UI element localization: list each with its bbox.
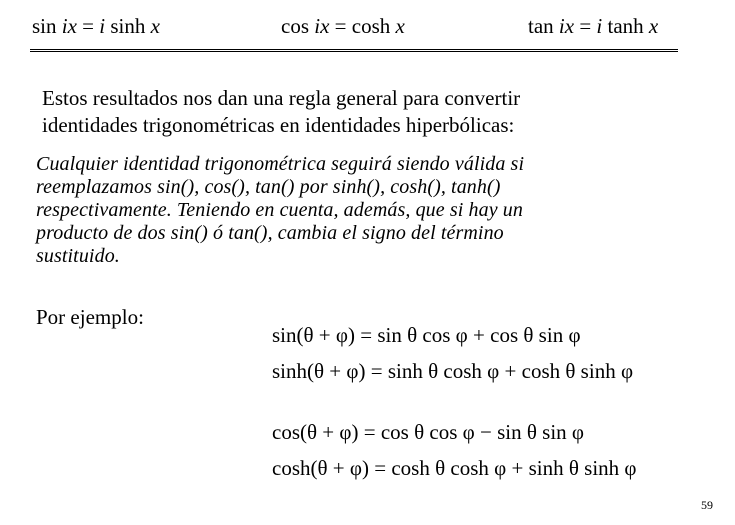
identity-tan (528, 14, 658, 38)
identity-tan-equals: = (574, 14, 597, 38)
identity-tan-lhs-var: ix (558, 14, 575, 38)
identity-sin-lhs-fn: sin (32, 14, 57, 38)
identity-cos-lhs-var: ix (314, 14, 330, 38)
identity-sin (32, 14, 160, 38)
equation-sin-sum: sin(θ + φ) = sin θ cos φ + cos θ sin φ (272, 323, 581, 347)
intro-line-2: identidades trigonométricas en identidades hiperbólicas: (42, 113, 515, 137)
identity-sin-lhs-var: ix (61, 14, 77, 38)
identity-sin-rhs-var: x (150, 14, 160, 38)
identity-sin-equals: = (76, 14, 100, 38)
identity-tan-lhs-fn: tan (528, 14, 554, 38)
identity-cos (281, 14, 405, 38)
identity-tan-rhs-fn: tanh (607, 14, 644, 38)
rule-line-1: Cualquier identidad trigonométrica seguirá siendo válida si (36, 153, 525, 175)
conversion-rule (36, 153, 636, 268)
rule-line-4: producto de dos sin() ó tan(), cambia el signo del término (36, 222, 504, 244)
example-label: Por ejemplo: (36, 305, 144, 329)
identity-cos-equals: = (329, 14, 352, 38)
identity-sin-rhs-fn: sinh (110, 14, 146, 38)
identity-sin-imag: i (99, 14, 106, 38)
identity-cos-lhs-fn: cos (281, 14, 309, 38)
identity-tan-rhs-var: x (648, 14, 659, 38)
rule-line-2: reemplazamos sin(), cos(), tan() por sinh(), cosh(), tanh() (36, 176, 501, 198)
intro-line-1: Estos resultados nos dan una regla general para convertir (42, 86, 521, 110)
rule-line-3: respectivamente. Teniendo en cuenta, además, que si hay un (36, 199, 523, 221)
identity-cos-rhs-fn: cosh (351, 14, 391, 38)
rule-line-5: sustituido. (36, 245, 120, 267)
page-number: 59 (701, 498, 713, 512)
equation-sinh-sum: sinh(θ + φ) = sinh θ cosh φ + cosh θ sinh φ (272, 359, 634, 383)
identity-tan-imag: i (596, 14, 603, 38)
header-divider (30, 49, 678, 52)
equation-cos-sum: cos(θ + φ) = cos θ cos φ − sin θ sin φ (272, 420, 585, 444)
equation-cosh-sum: cosh(θ + φ) = cosh θ cosh φ + sinh θ sinh φ (272, 456, 637, 480)
identity-cos-rhs-var: x (395, 14, 405, 38)
